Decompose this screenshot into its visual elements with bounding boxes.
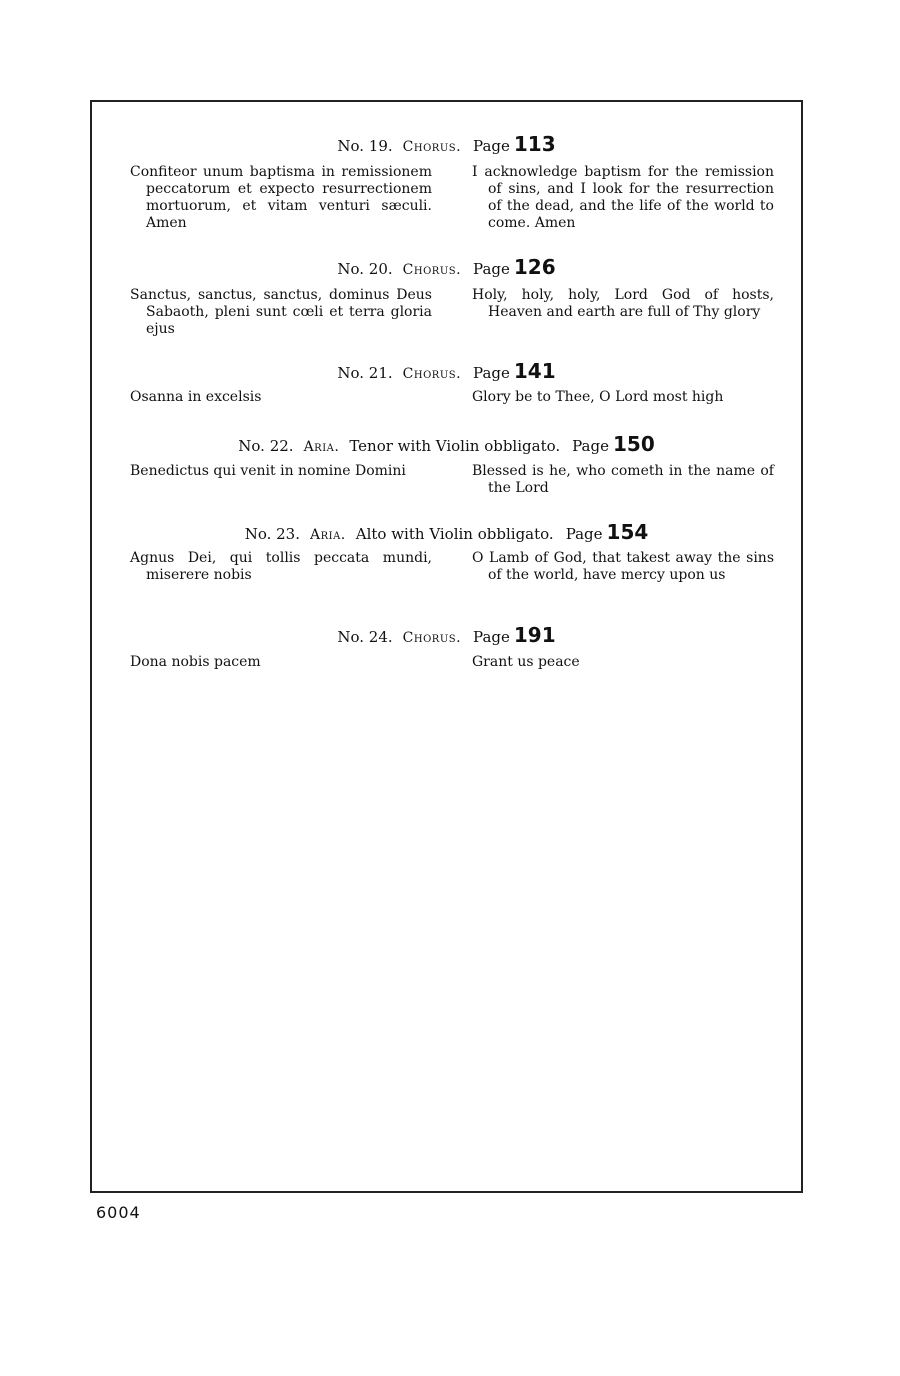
page-label: Page: [473, 260, 510, 278]
section-number: No. 22.: [238, 437, 294, 455]
latin-text: Osanna in excelsis: [130, 389, 262, 405]
section-type: Aria.: [310, 527, 346, 543]
page-number: 191: [513, 623, 556, 647]
section-type: Chorus.: [402, 366, 462, 382]
section-heading: [92, 255, 801, 279]
section-description: Tenor with Violin obbligato.: [349, 437, 561, 455]
latin-text: Benedictus qui venit in nomine Domini: [130, 463, 406, 479]
section-heading: [92, 432, 801, 456]
section-number: No. 20.: [337, 260, 393, 278]
english-text: Grant us peace: [472, 654, 580, 670]
section-number: No. 24.: [337, 628, 393, 646]
latin-text: Agnus Dei, qui tollis peccata mundi, miserere nobis: [130, 550, 432, 583]
page-label: Page: [473, 628, 510, 646]
section-number: No. 23.: [244, 525, 300, 543]
page-frame: [90, 100, 803, 1193]
section-type: Chorus.: [402, 630, 462, 646]
english-text: Glory be to Thee, O Lord most high: [472, 389, 724, 405]
page-label: Page: [572, 437, 609, 455]
section-heading: [92, 359, 801, 383]
latin-text: Sanctus, sanctus, sanctus, dominus Deus Sabaoth, pleni sunt cœli et terra gloria ejus: [130, 287, 432, 337]
section-number: No. 21.: [337, 364, 393, 382]
latin-text: Dona nobis pacem: [130, 654, 261, 670]
english-text: O Lamb of God, that takest away the sins of the world, have mercy upon us: [472, 550, 774, 583]
section-description: Alto with Violin obbligato.: [355, 525, 554, 543]
section-number: No. 19.: [337, 137, 393, 155]
english-text: Blessed is he, who cometh in the name of the Lord: [472, 463, 774, 496]
page-number: 154: [606, 520, 649, 544]
section-type: Aria.: [303, 439, 340, 455]
page-number: 126: [513, 255, 556, 279]
section-heading: [92, 623, 801, 647]
section-type: Chorus.: [402, 139, 462, 155]
page-label: Page: [473, 364, 510, 382]
english-text: I acknowledge baptism for the remission of sins, and I look for the resurrection of the dead, and the life of the world to come. Amen: [472, 164, 774, 231]
folio-number: 6004: [96, 1203, 141, 1222]
section-type: Chorus.: [402, 262, 462, 278]
section-heading: [92, 520, 801, 544]
english-text: Holy, holy, holy, Lord God of hosts, Heaven and earth are full of Thy glory: [472, 287, 774, 320]
page-number: 113: [513, 132, 556, 156]
page-number: 150: [612, 432, 655, 456]
latin-text: Confiteor unum baptisma in remissionem peccatorum et expecto resurrectionem mortuorum, et vitam venturi sæculi. Amen: [130, 164, 432, 231]
section-heading: [92, 132, 801, 156]
page-label: Page: [473, 137, 510, 155]
page-label: Page: [565, 525, 603, 543]
page-number: 141: [513, 359, 556, 383]
